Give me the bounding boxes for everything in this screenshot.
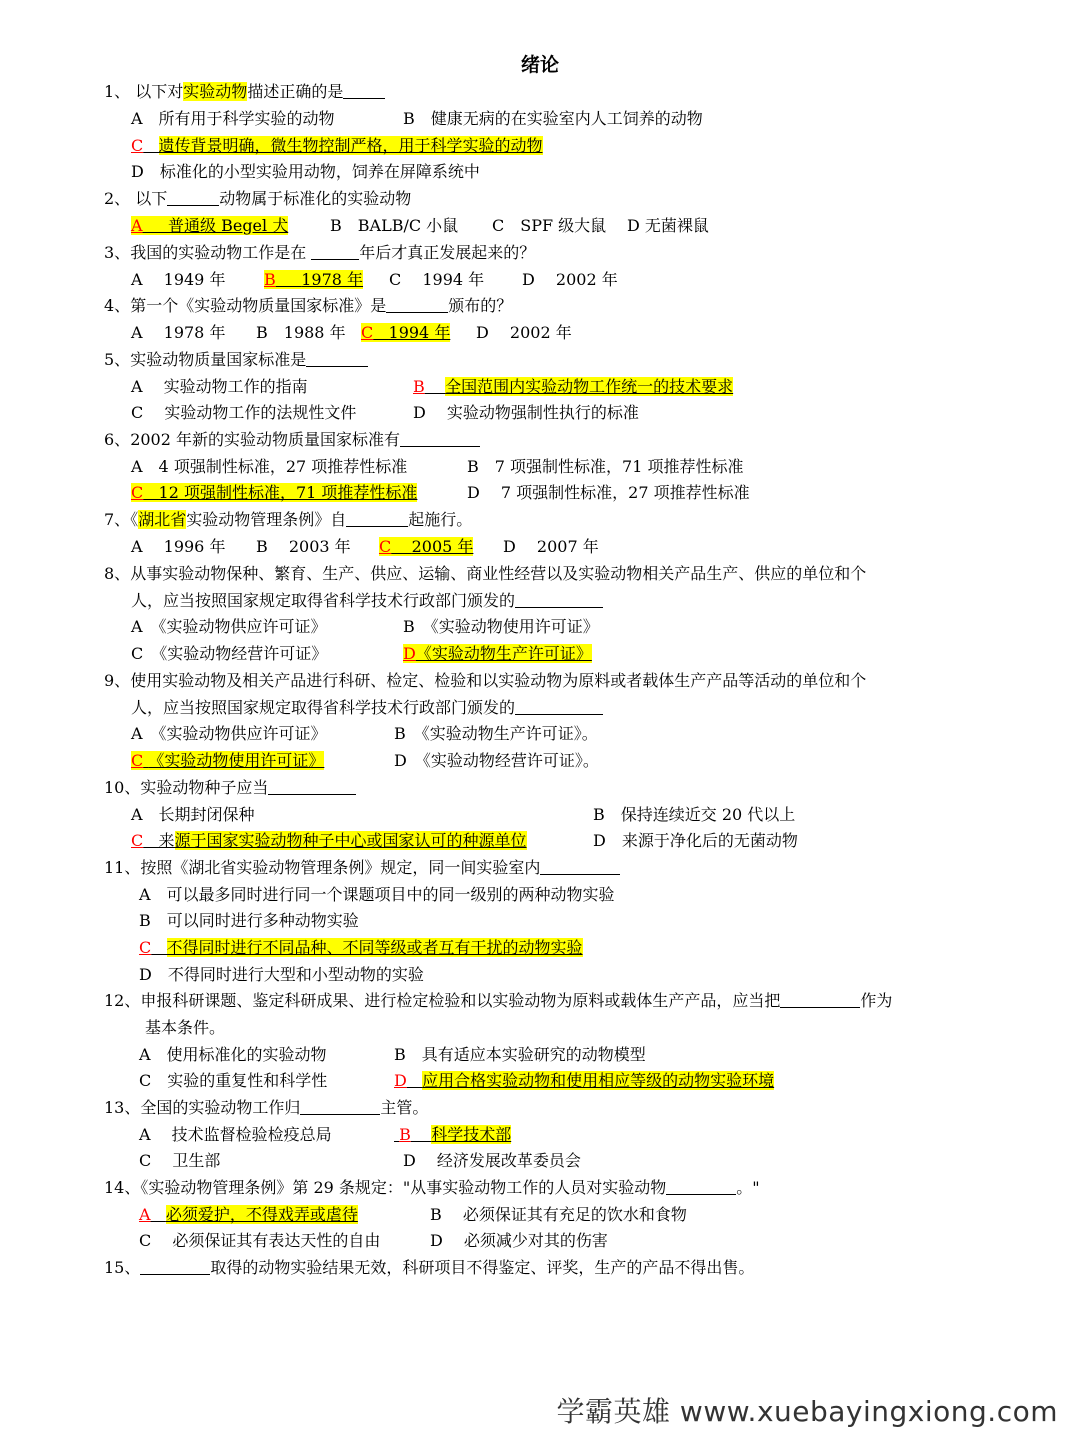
- q1-option-c-answer: C 遗传背景明确，微生物控制严格，用于科学实验的动物: [131, 136, 543, 155]
- q2-option-c: C SPF 级大鼠: [492, 216, 607, 235]
- q3-option-c: C 1994 年: [389, 270, 485, 289]
- q10-option-a: A 长期封闭保种: [131, 805, 255, 824]
- q6-option-a: A 4 项强制性标准，27 项推荐性标准: [131, 457, 408, 476]
- question-15: 15、 取得的动物实验结果无效，科研项目不得鉴定、评奖，生产的产品不得出售。: [104, 1258, 755, 1277]
- question-6: 6、2002 年新的实验动物质量国家标准有: [104, 428, 480, 452]
- q10-option-c-answer: C 来源于国家实验动物种子中心或国家认可的种源单位: [131, 831, 527, 850]
- q7-option-d: D 2007 年: [503, 537, 599, 556]
- q8-option-b: B 《实验动物使用许可证》: [403, 617, 599, 636]
- q7-option-c-answer: C 2005 年: [379, 537, 474, 556]
- question-8: 8、从事实验动物保种、繁育、生产、供应、运输、商业性经营以及实验动物相关产品生产、供应的单位和个: [104, 564, 867, 583]
- q11-option-d: D 不得同时进行大型和小型动物的实验: [139, 965, 424, 984]
- q10-option-d: D 来源于净化后的无菌动物: [593, 831, 798, 850]
- site-watermark: 学霸英雄 www.xuebayingxiong.com: [556, 1395, 1058, 1428]
- page-title: 绪论: [520, 54, 559, 76]
- q3-option-d: D 2002 年: [522, 270, 618, 289]
- q14-option-a-answer: A 必须爱护，不得戏弄或虐待: [139, 1205, 358, 1224]
- q3-option-a: A 1949 年: [131, 270, 226, 289]
- question-10: 10、实验动物种子应当: [104, 776, 356, 800]
- q2-option-d: D 无菌裸鼠: [627, 216, 709, 235]
- q13-option-c: C 卫生部: [139, 1151, 221, 1170]
- q4-option-b: B 1988 年: [256, 323, 346, 342]
- question-12-line-2: 基本条件。: [145, 1018, 226, 1037]
- q1-option-d: D 标准化的小型实验用动物，饲养在屏障系统中: [131, 162, 480, 181]
- q11-option-c-answer: C 不得同时进行不同品种、不同等级或者互有干扰的动物实验: [139, 938, 583, 957]
- question-1: 1、 以下对实验动物描述正确的是: [104, 80, 385, 104]
- q14-option-b: B 必须保证其有充足的饮水和食物: [430, 1205, 687, 1224]
- q5-option-d: D 实验动物强制性执行的标准: [413, 403, 639, 422]
- q2-option-a-answer: A 普通级 Begel 犬: [131, 216, 289, 235]
- q14-option-d: D 必须减少对其的伤害: [430, 1231, 608, 1250]
- q12-option-b: B 具有适应本实验研究的动物模型: [394, 1045, 646, 1064]
- q7-option-a: A 1996 年: [131, 537, 226, 556]
- q12-option-c: C 实验的重复性和科学性: [139, 1071, 328, 1090]
- q14-option-c: C 必须保证其有表达天性的自由: [139, 1231, 381, 1250]
- question-2: 2、 以下 动物属于标准化的实验动物: [104, 189, 412, 208]
- q12-option-a: A 使用标准化的实验动物: [139, 1045, 327, 1064]
- question-11: 11、按照《湖北省实验动物管理条例》规定，同一间实验室内: [104, 856, 620, 880]
- q11-option-a: A 可以最多同时进行同一个课题项目中的同一级别的两种动物实验: [139, 885, 615, 904]
- q9-option-b: B 《实验动物生产许可证》。: [394, 724, 598, 743]
- q9-option-c-answer: C 《实验动物使用许可证》: [131, 751, 325, 770]
- question-13: 13、全国的实验动物工作归 主管。: [104, 1098, 429, 1117]
- question-9: 9、使用实验动物及相关产品进行科研、检定、检验和以实验动物为原料或者载体生产产品等活动的单位和个: [104, 671, 867, 690]
- q6-option-c-answer: C 12 项强制性标准，71 项推荐性标准: [131, 483, 418, 502]
- q12-option-d-answer: D 应用合格实验动物和使用相应等级的动物实验环境: [394, 1071, 775, 1090]
- q8-option-a: A 《实验动物供应许可证》: [131, 617, 327, 636]
- q9-option-a: A 《实验动物供应许可证》: [131, 724, 327, 743]
- question-12: 12、申报科研课题、鉴定科研成果、进行检定检验和以实验动物为原料或载体生产产品，应当把 作为: [104, 991, 893, 1010]
- q3-option-b-answer: B 1978 年: [264, 270, 364, 289]
- question-9-line-2: 人，应当按照国家规定取得省科学技术行政部门颁发的: [131, 696, 603, 720]
- q4-option-c-answer: C 1994 年: [361, 323, 451, 342]
- q11-option-b: B 可以同时进行多种动物实验: [139, 911, 359, 930]
- q7-option-b: B 2003 年: [256, 537, 351, 556]
- question-14: 14、《实验动物管理条例》第 29 条规定："从事实验动物工作的人员对实验动物 。": [104, 1178, 760, 1197]
- q9-option-d: D 《实验动物经营许可证》。: [394, 751, 599, 770]
- q8-option-c: C 《实验动物经营许可证》: [131, 644, 328, 663]
- question-3: 3、我国的实验动物工作是在 年后才真正发展起来的？: [104, 243, 536, 262]
- q2-option-b: B BALB/C 小鼠: [330, 216, 459, 235]
- question-8-line-2: 人，应当按照国家规定取得省科学技术行政部门颁发的: [131, 589, 603, 613]
- q4-option-a: A 1978 年: [131, 323, 226, 342]
- q10-option-b: B 保持连续近交 20 代以上: [593, 805, 796, 824]
- q5-option-a: A 实验动物工作的指南: [131, 377, 308, 396]
- question-7: 7、《湖北省实验动物管理条例》自 起施行。: [104, 510, 473, 529]
- q1-option-a: A 所有用于科学实验的动物: [131, 109, 335, 128]
- q13-option-d: D 经济发展改革委员会: [403, 1151, 581, 1170]
- q13-option-a: A 技术监督检验检疫总局: [139, 1125, 332, 1144]
- q6-option-b: B 7 项强制性标准，71 项推荐性标准: [467, 457, 744, 476]
- q8-option-d-answer: D《实验动物生产许可证》: [403, 644, 592, 663]
- question-4: 4、第一个《实验动物质量国家标准》是 颁布的？: [104, 296, 513, 315]
- q13-option-b-answer: B 科学技术部: [399, 1125, 512, 1144]
- q4-option-d: D 2002 年: [476, 323, 572, 342]
- q6-option-d: D 7 项强制性标准，27 项推荐性标准: [467, 483, 750, 502]
- q5-option-c: C 实验动物工作的法规性文件: [131, 403, 357, 422]
- question-5: 5、实验动物质量国家标准是: [104, 348, 368, 372]
- q5-option-b-answer: B 全国范围内实验动物工作统一的技术要求: [413, 377, 734, 396]
- q1-option-b: B 健康无病的在实验室内人工饲养的动物: [403, 109, 703, 128]
